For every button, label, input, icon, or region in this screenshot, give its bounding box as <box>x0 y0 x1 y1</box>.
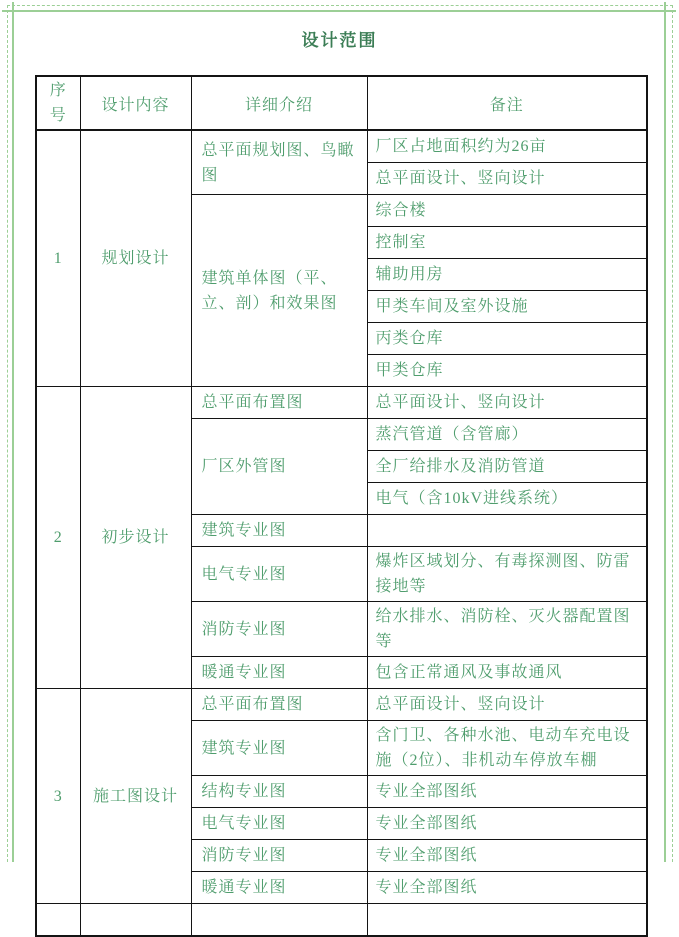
col-header-content: 设计内容 <box>80 76 191 130</box>
cell-remark <box>367 904 647 937</box>
cell-remark: 总平面设计、竖向设计 <box>367 163 647 195</box>
cell-detail-intro: 总平面规划图、鸟瞰图 <box>191 130 367 195</box>
cell-remark: 甲类车间及室外设施 <box>367 291 647 323</box>
header-row <box>36 76 647 130</box>
table-row <box>36 689 647 721</box>
cell-detail-intro: 建筑专业图 <box>191 721 367 776</box>
cell-serial-number: 2 <box>36 387 80 689</box>
cell-remark: 专业全部图纸 <box>367 808 647 840</box>
page-border-solid-top <box>2 10 676 12</box>
cell-detail-intro: 建筑单体图（平、立、剖）和效果图 <box>191 195 367 387</box>
cell-remark: 控制室 <box>367 227 647 259</box>
cell-detail-intro: 厂区外管图 <box>191 419 367 515</box>
cell-detail-intro: 电气专业图 <box>191 808 367 840</box>
cell-remark: 专业全部图纸 <box>367 840 647 872</box>
cell-remark: 甲类仓库 <box>367 355 647 387</box>
col-header-no-label: 序号 <box>49 82 67 124</box>
cell-remark: 总平面设计、竖向设计 <box>367 689 647 721</box>
cell-detail-intro: 消防专业图 <box>191 602 367 657</box>
cell-detail-intro: 电气专业图 <box>191 547 367 602</box>
page-title: 设计范围 <box>301 31 378 50</box>
cell-remark: 蒸汽管道（含管廊） <box>367 419 647 451</box>
cell-detail-intro: 结构专业图 <box>191 776 367 808</box>
cell-design-content: 规划设计 <box>80 130 191 387</box>
col-header-no <box>36 76 80 130</box>
cell-remark: 包含正常通风及事故通风 <box>367 657 647 689</box>
table-row <box>36 130 647 163</box>
table-row <box>36 904 647 937</box>
cell-serial-number: 1 <box>36 130 80 387</box>
cell-detail-intro: 总平面布置图 <box>191 689 367 721</box>
cell-detail-intro: 总平面布置图 <box>191 387 367 419</box>
cell-serial-number: 3 <box>36 689 80 904</box>
cell-serial-number <box>36 904 80 937</box>
cell-remark: 专业全部图纸 <box>367 872 647 904</box>
page-border-dashed-left <box>7 5 8 862</box>
table-body <box>36 130 647 936</box>
table-row <box>36 387 647 419</box>
cell-remark: 含门卫、各种水池、电动车充电设施（2位）、非机动车停放车棚 <box>367 721 647 776</box>
page-border-dashed-top <box>7 5 673 6</box>
cell-detail-intro: 暖通专业图 <box>191 657 367 689</box>
cell-design-content: 初步设计 <box>80 387 191 689</box>
col-header-intro: 详细介绍 <box>191 76 367 130</box>
page-border-dashed-right <box>672 5 673 862</box>
cell-detail-intro <box>191 904 367 937</box>
table-container <box>35 75 648 937</box>
cell-detail-intro: 建筑专业图 <box>191 515 367 547</box>
cell-remark: 综合楼 <box>367 195 647 227</box>
cell-remark: 厂区占地面积约为26亩 <box>367 130 647 163</box>
cell-design-content <box>80 904 191 937</box>
cell-remark: 给水排水、消防栓、灭火器配置图等 <box>367 602 647 657</box>
cell-design-content: 施工图设计 <box>80 689 191 904</box>
cell-detail-intro: 暖通专业图 <box>191 872 367 904</box>
page-border-solid-left <box>12 2 14 862</box>
cell-detail-intro: 消防专业图 <box>191 840 367 872</box>
design-scope-table <box>35 75 648 937</box>
cell-remark: 电气（含10kV进线系统） <box>367 483 647 515</box>
cell-remark: 丙类仓库 <box>367 323 647 355</box>
cell-remark: 总平面设计、竖向设计 <box>367 387 647 419</box>
page-border-solid-right <box>664 2 666 862</box>
cell-remark: 辅助用房 <box>367 259 647 291</box>
cell-remark: 专业全部图纸 <box>367 776 647 808</box>
cell-remark: 全厂给排水及消防管道 <box>367 451 647 483</box>
col-header-note: 备注 <box>367 76 647 130</box>
cell-remark <box>367 515 647 547</box>
cell-remark: 爆炸区域划分、有毒探测图、防雷接地等 <box>367 547 647 602</box>
